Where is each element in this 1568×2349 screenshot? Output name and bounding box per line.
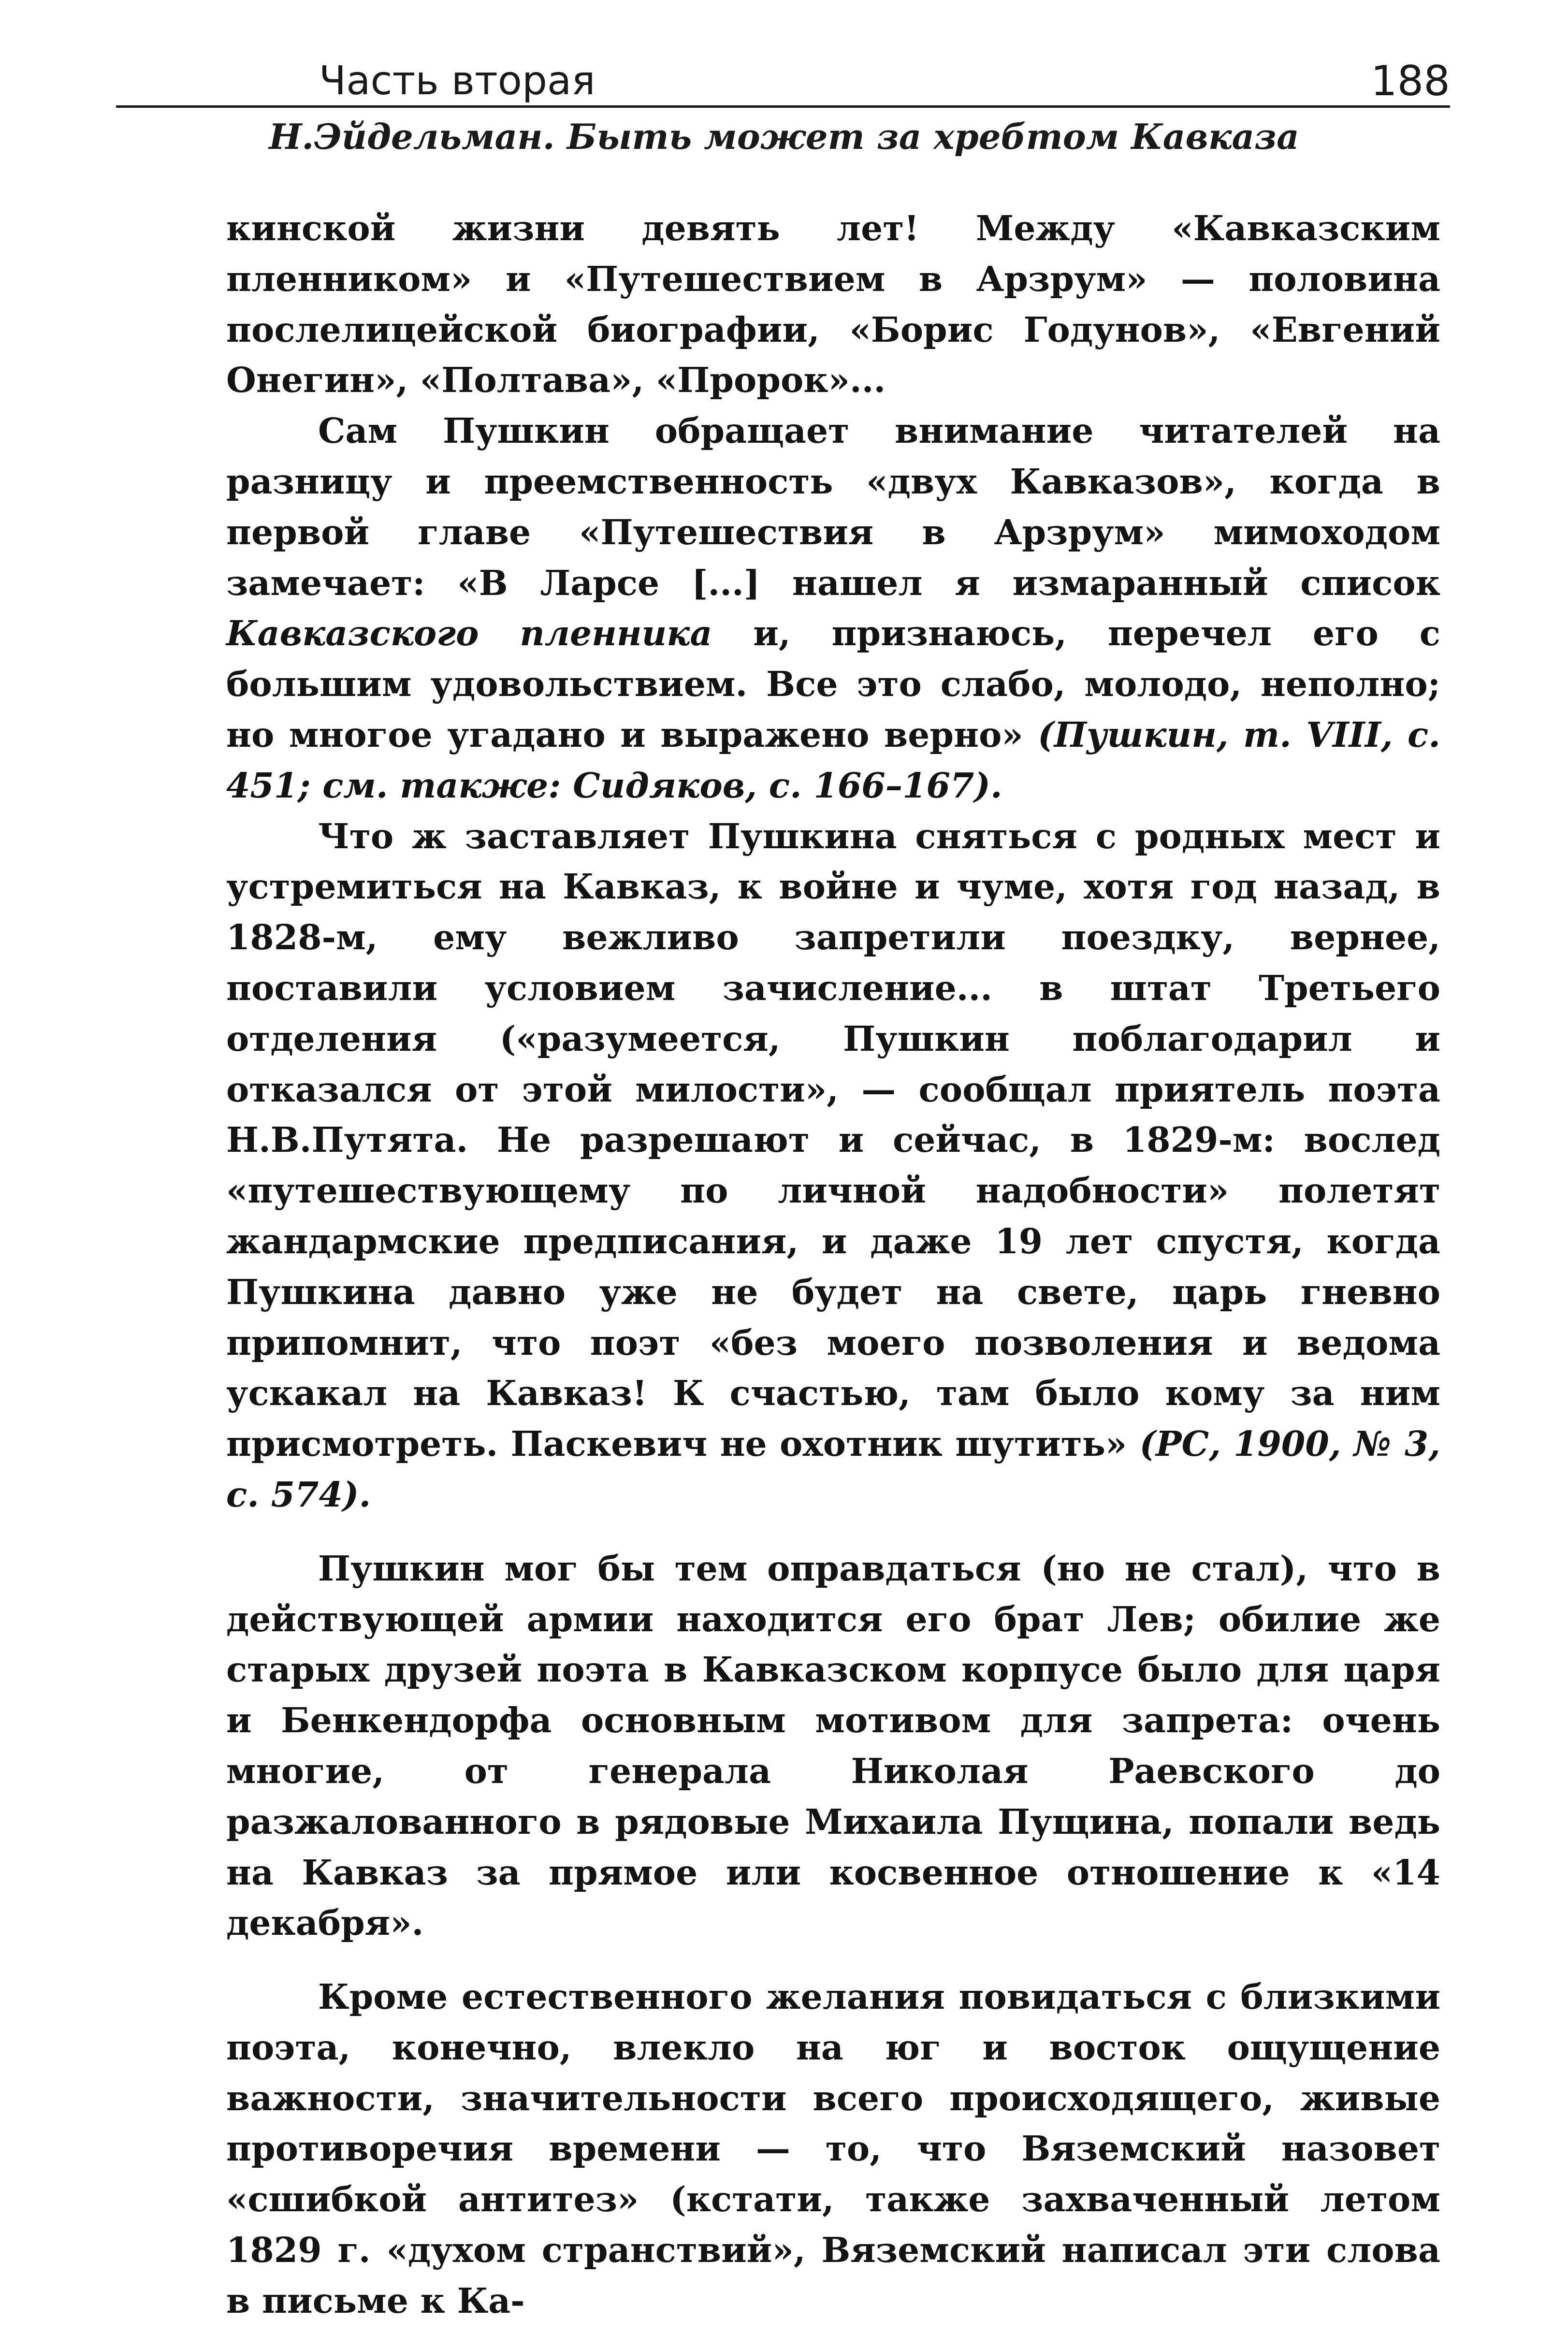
paragraph-2 — [226, 406, 1440, 811]
page-number: 188 — [1370, 57, 1450, 105]
paragraph-5 — [226, 1972, 1440, 2326]
body-text — [226, 203, 1440, 2326]
paragraph-4-text: Пушкин мог бы тем оправдаться (но не стал), что в действующей армии находится его брат Лев; обилие же старых друзей поэта в Кавказском корпусе было для царя и Бенкендорфа основным мотивом для запрета: очень многие, от генерала Николая Раевского до разжалованного в рядовые Михаила Пущина, попали ведь на Кавказ за прямое или косвенное отношение к «14 декабря». — [226, 1548, 1440, 1943]
section-title: Часть вторая — [319, 58, 595, 104]
book-author-title: Н.Эйдельман. Быть может за хребтом Кавказа — [269, 116, 1299, 157]
paragraph-1 — [226, 203, 1440, 406]
paragraph-5-text: Кроме естественного желания повидаться с близкими поэта, конечно, влекло на юг и восток ощущение важности, значительности всего происходящего, живые противоречия времени — то, что Вяземский назовет «сшибкой антитез» (кстати, также захваченный летом 1829 г. «духом странствий», Вяземский написал эти слова в письме к Ка- — [226, 1976, 1440, 2321]
running-head — [116, 57, 1450, 110]
paragraph-3-citation: (РС, 1900, № 3, с. 574). — [226, 1423, 1440, 1515]
header-rule — [116, 105, 1450, 108]
paragraph-2-text-start: Сам Пушкин обращает внимание читателей на разницу и преемственность «двух Кавказов», когда в первой главе «Путешествия в Арзрум» мимоходом замечает: «В Ларсе [...] нашел я измаранный список — [226, 410, 1440, 603]
paragraph-2-text-middle: и, признаюсь, перечел его с большим удовольствием. Все это слабо, молодо, неполно; но многое угадано и выражено верно» — [226, 613, 1441, 755]
paragraph-3 — [226, 811, 1440, 1520]
paragraph-3-text: Что ж заставляет Пушкина сняться с родных мест и устремиться на Кавказ, к войне и чуме, хотя год назад, в 1828-м, ему вежливо запретили поездку, вернее, поставили условием зачисление... в штат Третьего отделения («разумеется, Пушкин поблагодарил и отказался от этой милости», — сообщал приятель поэта Н.В.Путята. Не разрешают и сейчас, в 1829-м: вослед «путешествующему по личной надобности» полетят жандармские предписания, и даже 19 лет спустя, когда Пушкина давно уже не будет на свете, царь гневно припомнит, что поэт «без моего позволения и ведома ускакал на Кавказ! К счастью, там было кому за ним присмотреть. Паскевич не охотник шутить» — [226, 815, 1440, 1464]
paragraph-1-text: кинской жизни девять лет! Между «Кавказским пленником» и «Путешествием в Арзрум» — половина послелицейской биографии, «Борис Годунов», «Евгений Онегин», «Полтава», «Пророк»... — [226, 208, 1440, 401]
paragraph-4 — [226, 1543, 1440, 1948]
paragraph-2-italic-title: Кавказского пленника — [226, 613, 712, 654]
paragraph-2-citation: (Пушкин, т. VIII, с. 451; см. также: Сидяков, с. 166–167). — [226, 714, 1440, 806]
